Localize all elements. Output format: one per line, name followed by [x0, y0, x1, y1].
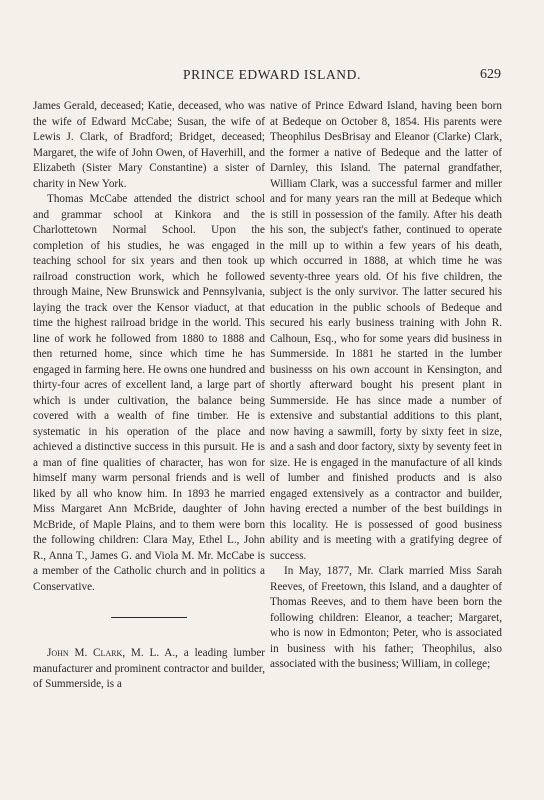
- section-divider: [111, 617, 187, 618]
- page-header: [0, 67, 544, 87]
- paragraph: In May, 1877, Mr. Clark married Miss Sarah Reeves, of Freetown, this Island, and a daughter of Thomas Reeves, and to them have been born the following children: Eleanor, a teacher; Margaret, who is now in Edmonton; Peter, who is associated in business with his father; Theophilus, also associated with the business; William, in college;: [270, 565, 502, 670]
- paragraph: Thomas McCabe attended the district school and grammar school at Kinkora and the Charlottetown Normal School. Upon the completion of his studies, he was engaged in teaching school for six years and then took up railroad construction work, which he followed through Maine, New Brunswick and Pennsylvania, laying the track over the Kensor viaduct, at that time the highest railroad bridge in the world. This line of work he followed from 1880 to 1888 and then returned home, since which time he has engaged in farming here. He owns one hundred and thirty-four acres of excellent land, a large part of which is under cultivation, the balance being covered with a wealth of fine timber. He is systematic in his operation of the place and achieved a distinctive success in this pursuit. He is a man of fine qualities of character, has won for himself many warm personal friends and is well liked by all who know him. In 1893 he married Miss Margaret Ann McBride, daughter of John McBride, of Maple Plains, and to them were born the following children: Clara May, Ethel L., John R., Anna T., James G. and Viola M. Mr. McCabe is a member of the Catholic church and in politics a Conservative.: [33, 193, 265, 593]
- biography-subject-name: John M. Clark: [47, 647, 123, 659]
- right-column: [270, 99, 502, 673]
- page-number: 629: [480, 67, 501, 82]
- paragraph: [33, 646, 265, 693]
- paragraph: James Gerald, deceased; Katie, deceased, who was the wife of Edward McCabe; Susan, the wife of Lewis J. Clark, of Bradford; Bridget, deceased; Margaret, the wife of John Owen, of Haverhill, and Elizabeth (Sister Mary Constantine) a sister of charity in New York.: [33, 100, 265, 190]
- paragraph: native of Prince Edward Island, having been born at Bedeque on October 8, 1854. His parents were Theophilus DesBrisay and Eleanor (Clarke) Clark, the former a native of Bedeque and the latter of Darnley, this Island. The paternal grandfather, William Clark, was a successful farmer and miller and for many years ran the mill at Bedeque which is still in possession of the family. After his death his son, the subject's father, continued to operate the mill up to within a few years of his death, which occurred in 1888, at which time he was seventy-three years old. Of his five children, the subject is the only survivor. The latter secured his education in the public schools of Bedeque and secured his early business training with John R. Calhoun, Esq., who for some years did business in Summerside. In 1881 he started in the lumber businesss on his own account in Kensington, and shortly afterward bought his present plant in Summerside. He has since made a number of extensive and substantial additions to this plant, now having a sawmill, forty by sixty feet in size, and a sash and door factory, sixty by seventy feet in size. He is engaged in the manufacture of all kinds of lumber and finished products and is also engaged extensively as a contractor and builder, having erected a number of the best buildings in this locality. He is possessed of good business ability and is meeting with a gratifying degree of success.: [270, 100, 502, 562]
- paragraph-text: , M. L. A., a leading lumber manufacturer and prominent contractor and builder, of Summerside, is a: [33, 647, 266, 690]
- left-column: [33, 99, 265, 693]
- running-title: PRINCE EDWARD ISLAND.: [183, 67, 361, 82]
